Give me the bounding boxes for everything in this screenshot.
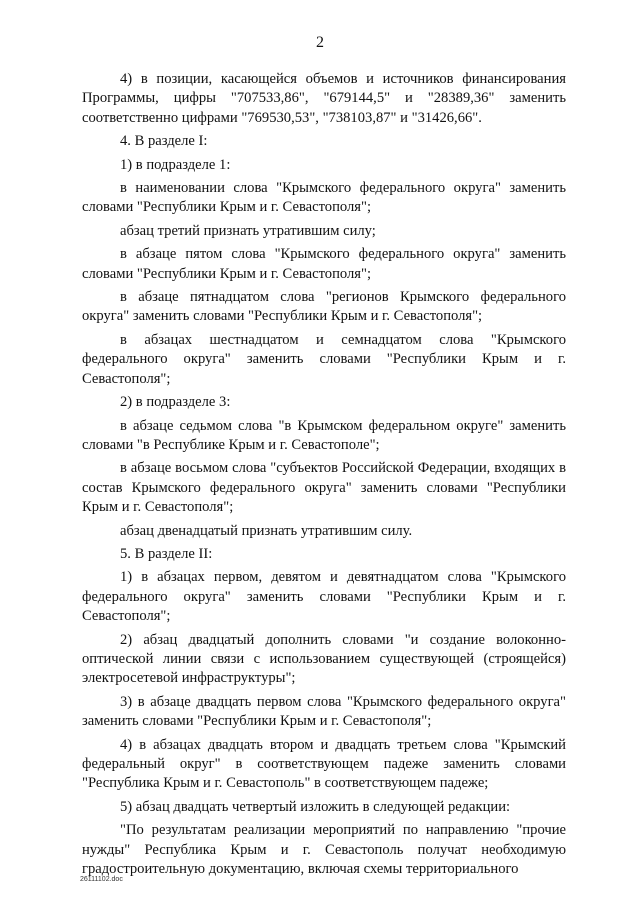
paragraph: 4) в позиции, касающейся объемов и источников финансирования Программы, цифры "707533,86", "679144,5" и "28389,36" заменить соответственно цифрами "769530,53", "738103,87" и "31426,66".: [82, 71, 566, 126]
paragraph: в абзацах шестнадцатом и семнадцатом слова "Крымского федерального округа" заменить словами "Республики Крым и г. Севастополя";: [82, 331, 566, 387]
paragraph: 4. В разделе I:: [120, 133, 208, 150]
paragraph: 3) в абзаце двадцать первом слова "Крымского федерального округа" заменить словами "Республики Крым и г. Севастополя";: [82, 693, 566, 730]
paragraph: в наименовании слова "Крымского федерального округа" заменить словами "Республики Крым и г. Севастополя";: [82, 180, 566, 216]
paragraph: 5. В разделе II:: [120, 545, 213, 562]
paragraph: 1) в подразделе 1:: [120, 156, 231, 173]
paragraph: 1) в абзацах первом, девятом и девятнадцатом слова "Крымского федерального округа" заменить словами "Республики Крым и г. Севастополя";: [82, 569, 566, 625]
paragraph: в абзаце пятом слова "Крымского федерального округа" заменить словами "Республики Крым и г. Севастополя";: [82, 246, 566, 282]
paragraph: в абзаце седьмом слова "в Крымском федеральном округе" заменить словами "в Республике Крым и г. Севастополе";: [82, 417, 566, 453]
document-body: [82, 70, 566, 883]
footer-filename: 26111102.doc: [80, 876, 123, 883]
paragraph: абзац третий признать утратившим силу;: [120, 222, 376, 239]
paragraph: "По результатам реализации мероприятий по направлению "прочие нужды" Республика Крым и г. Севастополь получат необходимую градостроительную документацию, включая схемы территориального: [82, 822, 566, 878]
paragraph: 5) абзац двадцать четвертый изложить в следующей редакции:: [120, 798, 511, 815]
page-number: 2: [316, 34, 324, 51]
paragraph: 4) в абзацах двадцать втором и двадцать третьем слова "Крымский федеральный округ" в соответствующем падеже заменить словами "Республика Крым и г. Севастополь" в соответствующем падеже;: [82, 736, 566, 792]
paragraph: в абзаце восьмом слова "субъектов Российской Федерации, входящих в состав Крымского федерального округа" заменить словами "Республики Крым и г. Севастополя";: [82, 460, 566, 516]
paragraph: в абзаце пятнадцатом слова "регионов Крымского федерального округа" заменить словами "Республики Крым и г. Севастополя";: [82, 289, 566, 325]
paragraph: абзац двенадцатый признать утратившим силу.: [120, 522, 413, 539]
paragraph: 2) абзац двадцатый дополнить словами "и создание волоконно-оптической линии связи с использованием существующей (строящейся) электросетевой инфраструктуры";: [82, 631, 566, 687]
paragraph: 2) в подразделе 3:: [120, 394, 231, 411]
